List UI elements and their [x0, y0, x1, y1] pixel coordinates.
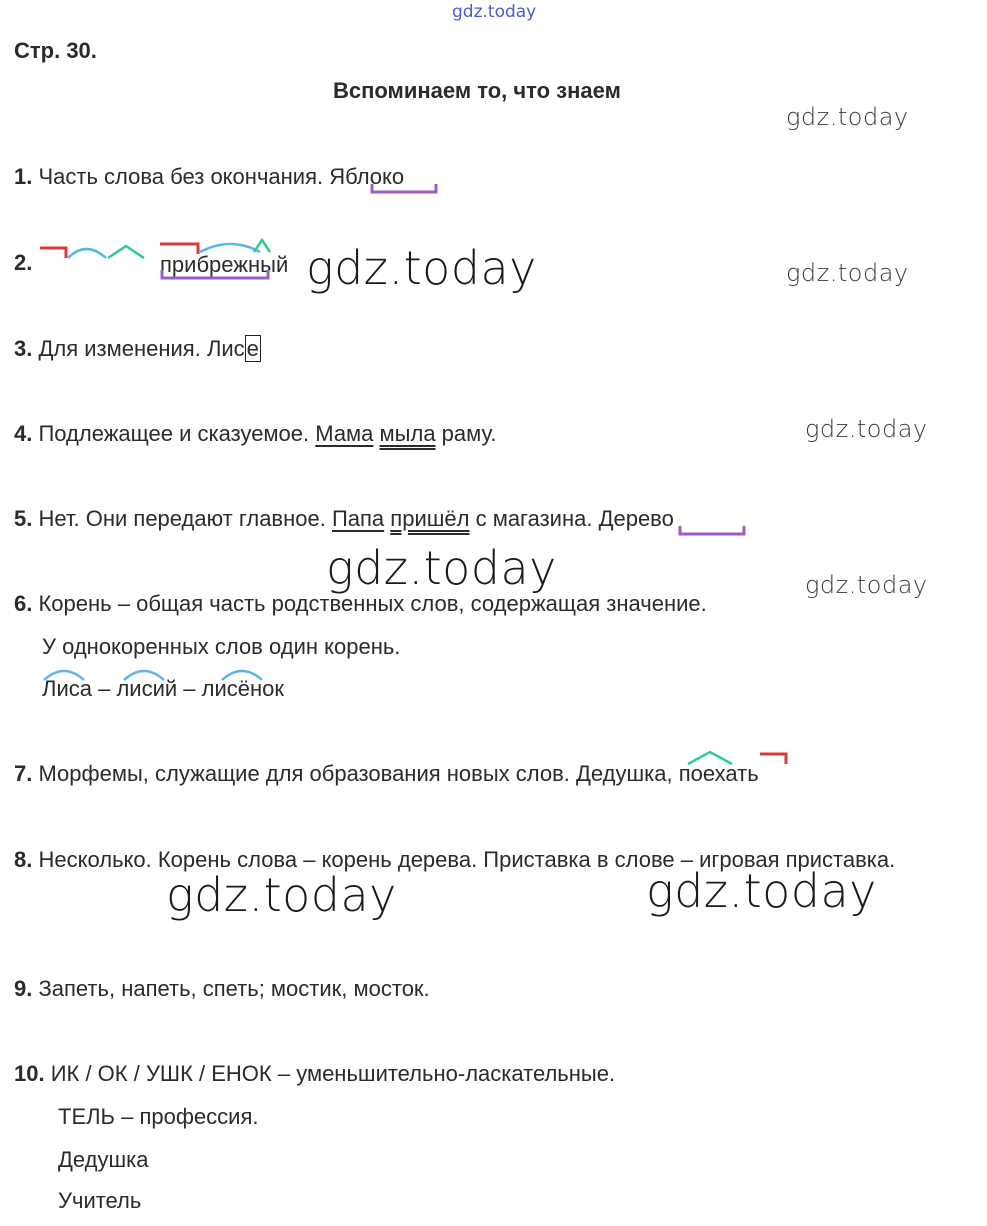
page-title: Вспоминаем то, что знаем [333, 78, 621, 103]
watermark-top: gdz.today [452, 2, 537, 22]
item-3 [14, 336, 261, 362]
item-text: Несколько. Корень слова – корень дерева. Приставка в слове – игровая приставка. [38, 847, 896, 872]
cognate-words: Лиса – лисий – лисёнок [42, 676, 284, 701]
item-number: 1. [14, 164, 33, 189]
watermark-small: gdz.today [805, 571, 928, 599]
item-6-line-2: У однокоренных слов один корень. [42, 634, 401, 659]
example-word: Дедушка [576, 761, 667, 786]
item-10-line-4: Учитель [58, 1188, 142, 1213]
item-number: 2. [14, 250, 33, 275]
root-arcs [40, 664, 320, 684]
item-text: ИК / ОК / УШК / ЕНОК – уменьшительно-ласкательные. [50, 1061, 616, 1086]
subject-word: Папа [331, 506, 385, 531]
item-text: Часть слова без окончания. [38, 164, 330, 189]
ending-box: е [246, 336, 259, 361]
watermark-large: gdz.today [166, 868, 397, 922]
item-number: 10. [14, 1061, 45, 1086]
watermark-large: gdz.today [646, 864, 877, 918]
item-rest: с магазина. [469, 506, 599, 531]
analyzed-word: прибрежный [160, 252, 289, 277]
example-word-stem: Яблоко [329, 164, 405, 189]
watermark-small: gdz.today [786, 259, 909, 287]
item-10 [14, 1061, 615, 1087]
stem-mark [370, 184, 440, 196]
morpheme-marks [686, 748, 796, 768]
item-9 [14, 976, 430, 1002]
item-number: 4. [14, 421, 33, 446]
item-number: 5. [14, 506, 33, 531]
example-word-stem: Дерево [598, 506, 674, 531]
item-4 [14, 421, 496, 447]
predicate-word: пришёл [390, 506, 470, 531]
item-number: 7. [14, 761, 33, 786]
item-8 [14, 839, 976, 881]
item-text: Корень – общая часть родственных слов, содержащая значение. [38, 591, 707, 616]
stem-mark [678, 526, 748, 538]
stem-mark [160, 270, 272, 282]
watermark-small: gdz.today [805, 415, 928, 443]
item-1 [14, 164, 404, 190]
item-number: 9. [14, 976, 33, 1001]
item-rest: раму. [435, 421, 497, 446]
item-number: 6. [14, 591, 33, 616]
item-text: Запеть, напеть, спеть; мостик, мосток. [38, 976, 430, 1001]
item-5 [14, 506, 674, 532]
cognate-word: лисёнок [201, 676, 284, 701]
item-text: Для изменения. Лис [38, 336, 245, 361]
example-word: поехать [678, 761, 759, 786]
item-text: Подлежащее и сказуемое. [38, 421, 316, 446]
item-10-line-2: ТЕЛЬ – профессия. [58, 1104, 259, 1129]
cognate-word: лисий [116, 676, 178, 701]
watermark-small: gdz.today [786, 103, 909, 131]
item-number: 8. [14, 847, 33, 872]
item-10-line-3: Дедушка [58, 1147, 149, 1172]
cognate-word: Лиса [42, 676, 92, 701]
item-text: Морфемы, служащие для образования новых слов. [38, 761, 577, 786]
subject-word: Мама [315, 421, 374, 446]
watermark-large: gdz.today [306, 241, 537, 295]
predicate-word: мыла [379, 421, 436, 446]
item-6 [14, 591, 707, 617]
item-number: 3. [14, 336, 33, 361]
watermark-large: gdz.today [326, 541, 557, 595]
item-text: Нет. Они передают главное. [38, 506, 332, 531]
item-7: 7. Морфемы, служащие для образования новых слов. Дедушка, поехать [14, 761, 759, 786]
page-label: Стр. 30. [14, 38, 97, 63]
